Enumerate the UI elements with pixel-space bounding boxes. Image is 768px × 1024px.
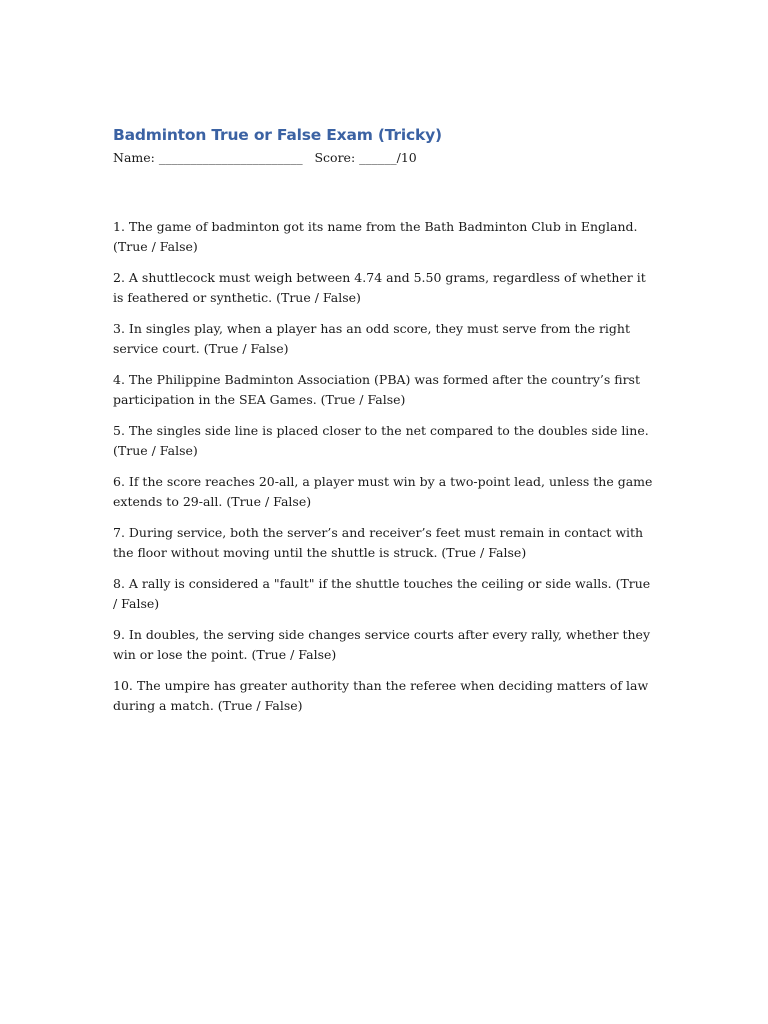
question-list <box>113 217 658 715</box>
question-item: 9. In doubles, the serving side changes service courts after every rally, whether they win or lose the point. (True / False) <box>113 627 651 662</box>
document-page <box>113 124 658 727</box>
question-item: 5. The singles side line is placed closer to the net compared to the doubles side line. (True / False) <box>113 423 649 458</box>
question-item: 2. A shuttlecock must weigh between 4.74 and 5.50 grams, regardless of whether it is feathered or synthetic. (True / False) <box>113 270 646 305</box>
question-item: 6. If the score reaches 20-all, a player must win by a two-point lead, unless the game extends to 29-all. (True / False) <box>113 474 653 509</box>
question-item: 4. The Philippine Badminton Association (PBA) was formed after the country’s first participation in the SEA Games. (True / False) <box>113 372 640 407</box>
page-title: Badminton True or False Exam (Tricky) <box>113 126 442 144</box>
question-item: 7. During service, both the server’s and receiver’s feet must remain in contact with the floor without moving until the shuttle is struck. (True / False) <box>113 525 644 560</box>
question-item: 10. The umpire has greater authority than the referee when deciding matters of law during a match. (True / False) <box>113 678 649 713</box>
question-item: 1. The game of badminton got its name from the Bath Badminton Club in England. (True / False) <box>113 219 638 254</box>
question-item: 3. In singles play, when a player has an odd score, they must serve from the right service court. (True / False) <box>113 321 630 356</box>
name-score-line: Name: _______________________ Score: ______/10 <box>113 150 417 165</box>
question-item: 8. A rally is considered a "fault" if the shuttle touches the ceiling or side walls. (True / False) <box>113 576 651 611</box>
